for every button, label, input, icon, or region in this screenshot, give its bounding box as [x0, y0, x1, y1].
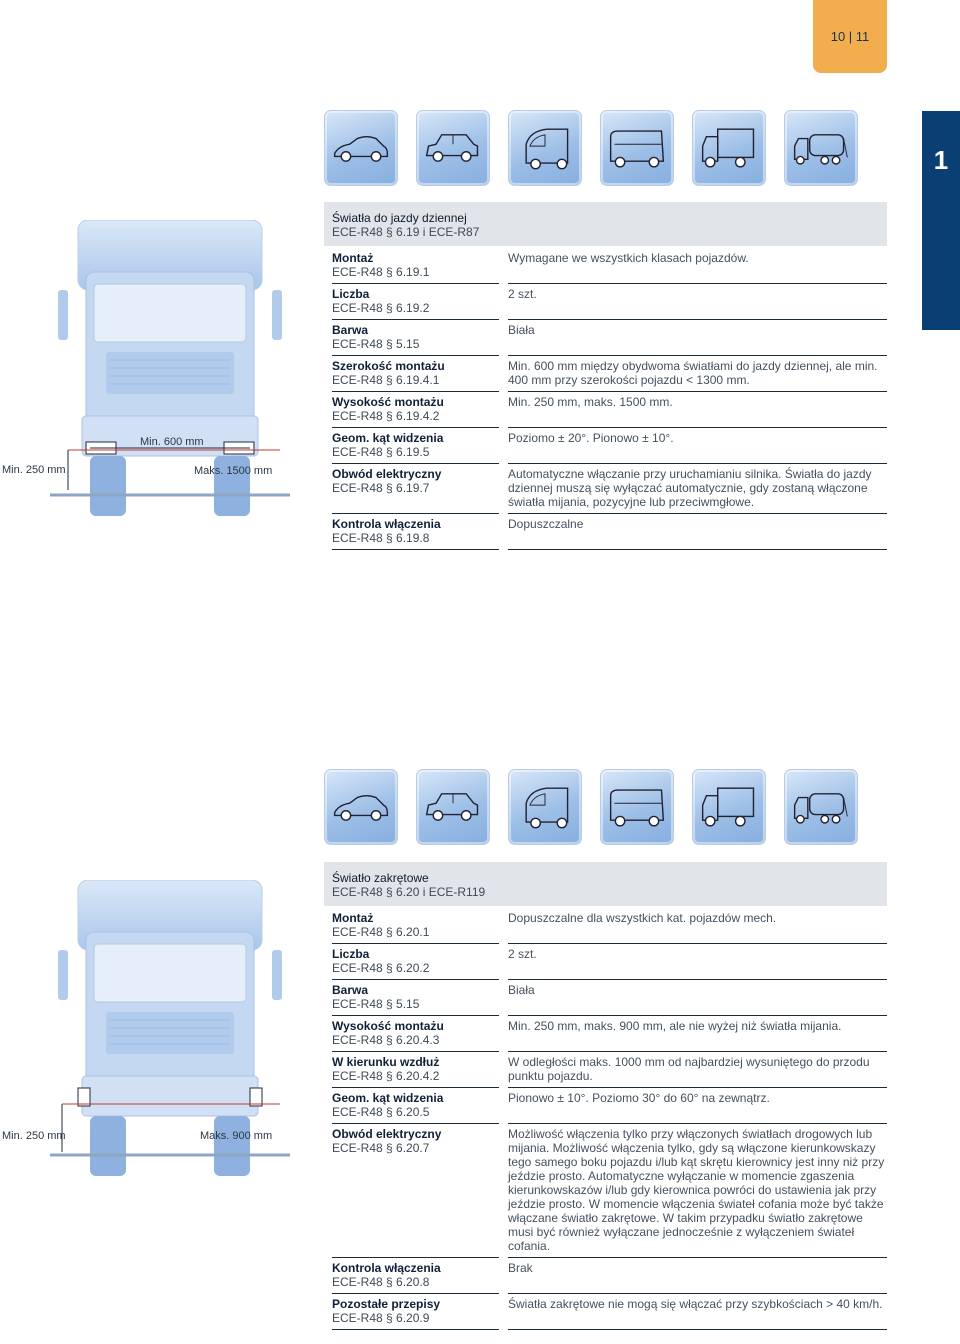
- spec-label-cell: [332, 428, 499, 464]
- suv-icon: [416, 110, 490, 186]
- spec-reference: ECE-R48 § 5.15: [332, 997, 420, 1011]
- garbage-truck-icon: [784, 110, 858, 186]
- spec-reference: ECE-R48 § 6.19.2: [332, 301, 430, 315]
- spec-row: [324, 320, 887, 356]
- spec-value: Min. 250 mm, maks. 1500 mm.: [508, 392, 887, 428]
- spec-row: [324, 1294, 887, 1330]
- spec-label: Kontrola włączenia: [332, 517, 441, 531]
- spec-label: Barwa: [332, 983, 369, 997]
- spec-row: [324, 944, 887, 980]
- spec-value: W odległości maks. 1000 mm od najbardziej wysuniętego do przodu punktu pojazdu.: [508, 1052, 887, 1088]
- spec-value: Dopuszczalne dla wszystkich kat. pojazdów mech.: [508, 908, 887, 944]
- spec-reference: ECE-R48 § 6.20.9: [332, 1311, 430, 1325]
- section-header-drl: [324, 202, 887, 246]
- section-title: Światła do jazdy dziennej: [332, 211, 467, 225]
- spec-reference: ECE-R48 § 6.20.1: [332, 925, 430, 939]
- section-title: Światło zakrętowe: [332, 871, 429, 885]
- garbage-truck-icon: [784, 769, 858, 845]
- spec-label: Szerokość montażu: [332, 359, 445, 373]
- spec-label: Geom. kąt widzenia: [332, 431, 444, 445]
- spec-label-cell: [332, 1052, 499, 1088]
- spec-value: Biała: [508, 320, 887, 356]
- page-number: 10 | 11: [830, 29, 870, 44]
- spec-label: Liczba: [332, 287, 370, 301]
- spec-reference: ECE-R48 § 6.20.5: [332, 1105, 430, 1119]
- spec-label-cell: [332, 356, 499, 392]
- spec-label: Liczba: [332, 947, 370, 961]
- spec-reference: ECE-R48 § 6.19.8: [332, 531, 430, 545]
- spec-row: [324, 248, 887, 284]
- dim-between-1: Min. 600 mm: [140, 436, 204, 448]
- truck-front-illustration-cornering: [50, 880, 290, 1225]
- spec-label: Geom. kąt widzenia: [332, 1091, 444, 1105]
- spec-label-cell: [332, 284, 499, 320]
- spec-label: Wysokość montażu: [332, 1019, 444, 1033]
- spec-value: 2 szt.: [508, 944, 887, 980]
- spec-reference: ECE-R48 § 6.20.4.2: [332, 1069, 440, 1083]
- section-subtitle: ECE-R48 § 6.19 i ECE-R87: [332, 225, 480, 239]
- spec-row: [324, 356, 887, 392]
- spec-value: Pionowo ± 10°. Poziomo 30° do 60° na zewnątrz.: [508, 1088, 887, 1124]
- spec-value: Możliwość włączenia tylko przy włączonych światłach drogowych lub mijania. Możliwość włączenia tylko, gdy są włączone kierunkowskazy tego samego boku pojazdu i/lub kąt skrętu kierownicy jest inny niż przy jeździe prosto. Automatyczne wyłączanie w momencie zgaszenia kierunkowskazów i/lub gdy kierownica powróci do ustawienia jak przy jeździe prosto. W momencie włączenia świateł cofania może być także włączane światło zakrętowe. W takim przypadku światło zakrętowe musi być również wyłączane jednocześnie z wyłączeniem świateł cofania.: [508, 1124, 887, 1258]
- spec-row: [324, 1124, 887, 1258]
- spec-value: Automatyczne włączanie przy uruchamianiu silnika. Światła do jazdy dziennej muszą się wyłączać automatycznie, gdy zostaną włączone światła mijania, pozycyjne lub przeciwmgłowe.: [508, 464, 887, 514]
- spec-reference: ECE-R48 § 6.19.5: [332, 445, 430, 459]
- spec-label: Montaż: [332, 911, 374, 925]
- dim-ground-2: Min. 250 mm: [2, 1130, 66, 1142]
- spec-label-cell: [332, 1294, 499, 1330]
- spec-reference: ECE-R48 § 6.19.4.2: [332, 409, 440, 423]
- spec-row: [324, 980, 887, 1016]
- spec-label: W kierunku wzdłuż: [332, 1055, 440, 1069]
- chapter-tab: [922, 111, 960, 330]
- suv-icon: [416, 769, 490, 845]
- spec-label-cell: [332, 1124, 499, 1258]
- spec-reference: ECE-R48 § 6.20.2: [332, 961, 430, 975]
- spec-value: Dopuszczalne: [508, 514, 887, 550]
- spec-value: Min. 600 mm między obydwoma światłami do jazdy dziennej, ale min. 400 mm przy szerokości pojazdu < 1300 mm.: [508, 356, 887, 392]
- spec-reference: ECE-R48 § 5.15: [332, 337, 420, 351]
- bus-icon: [600, 110, 674, 186]
- spec-row: [324, 428, 887, 464]
- spec-row: [324, 1258, 887, 1294]
- spec-row: [324, 514, 887, 550]
- truck-icon: [692, 110, 766, 186]
- spec-label-cell: [332, 1088, 499, 1124]
- spec-label: Pozostałe przepisy: [332, 1297, 441, 1311]
- spec-label: Obwód elektryczny: [332, 1127, 442, 1141]
- vehicle-icons-row-1: [324, 110, 858, 186]
- spec-row: [324, 1016, 887, 1052]
- page-number-tab: [813, 0, 887, 73]
- dim-max-1: Maks. 1500 mm: [194, 465, 273, 477]
- spec-value: 2 szt.: [508, 284, 887, 320]
- spec-row: [324, 908, 887, 944]
- van-icon: [508, 769, 582, 845]
- car-icon: [324, 110, 398, 186]
- spec-value: Brak: [508, 1258, 887, 1294]
- truck-front-illustration-drl: [50, 220, 290, 565]
- spec-value: Poziomo ± 20°. Pionowo ± 10°.: [508, 428, 887, 464]
- spec-label: Kontrola włączenia: [332, 1261, 441, 1275]
- spec-label-cell: [332, 1258, 499, 1294]
- spec-value: Światła zakrętowe nie mogą się włączać przy szybkościach > 40 km/h.: [508, 1294, 887, 1330]
- spec-label-cell: [332, 464, 499, 514]
- spec-reference: ECE-R48 § 6.20.8: [332, 1275, 430, 1289]
- van-icon: [508, 110, 582, 186]
- spec-value: Biała: [508, 980, 887, 1016]
- spec-table-drl: [324, 248, 887, 550]
- spec-reference: ECE-R48 § 6.20.7: [332, 1141, 430, 1155]
- spec-label-cell: [332, 908, 499, 944]
- spec-label-cell: [332, 392, 499, 428]
- spec-label: Wysokość montażu: [332, 395, 444, 409]
- spec-row: [324, 392, 887, 428]
- car-icon: [324, 769, 398, 845]
- bus-icon: [600, 769, 674, 845]
- spec-label-cell: [332, 1016, 499, 1052]
- spec-value: Min. 250 mm, maks. 900 mm, ale nie wyżej niż światła mijania.: [508, 1016, 887, 1052]
- spec-reference: ECE-R48 § 6.19.1: [332, 265, 430, 279]
- spec-row: [324, 1052, 887, 1088]
- spec-value: Wymagane we wszystkich klasach pojazdów.: [508, 248, 887, 284]
- spec-label: Obwód elektryczny: [332, 467, 442, 481]
- section-header-cornering: [324, 862, 887, 906]
- spec-reference: ECE-R48 § 6.19.4.1: [332, 373, 440, 387]
- spec-row: [324, 284, 887, 320]
- section-subtitle: ECE-R48 § 6.20 i ECE-R119: [332, 885, 486, 899]
- vehicle-icons-row-2: [324, 769, 858, 845]
- spec-label-cell: [332, 514, 499, 550]
- spec-reference: ECE-R48 § 6.20.4.3: [332, 1033, 440, 1047]
- truck-icon: [692, 769, 766, 845]
- spec-row: [324, 464, 887, 514]
- spec-label-cell: [332, 980, 499, 1016]
- spec-label: Montaż: [332, 251, 374, 265]
- spec-label-cell: [332, 320, 499, 356]
- dim-max-2: Maks. 900 mm: [200, 1130, 273, 1142]
- spec-label-cell: [332, 248, 499, 284]
- dim-ground-1: Min. 250 mm: [2, 464, 66, 476]
- spec-label-cell: [332, 944, 499, 980]
- spec-reference: ECE-R48 § 6.19.7: [332, 481, 430, 495]
- spec-table-cornering: [324, 908, 887, 1330]
- spec-row: [324, 1088, 887, 1124]
- chapter-number: 1: [933, 145, 949, 175]
- spec-label: Barwa: [332, 323, 369, 337]
